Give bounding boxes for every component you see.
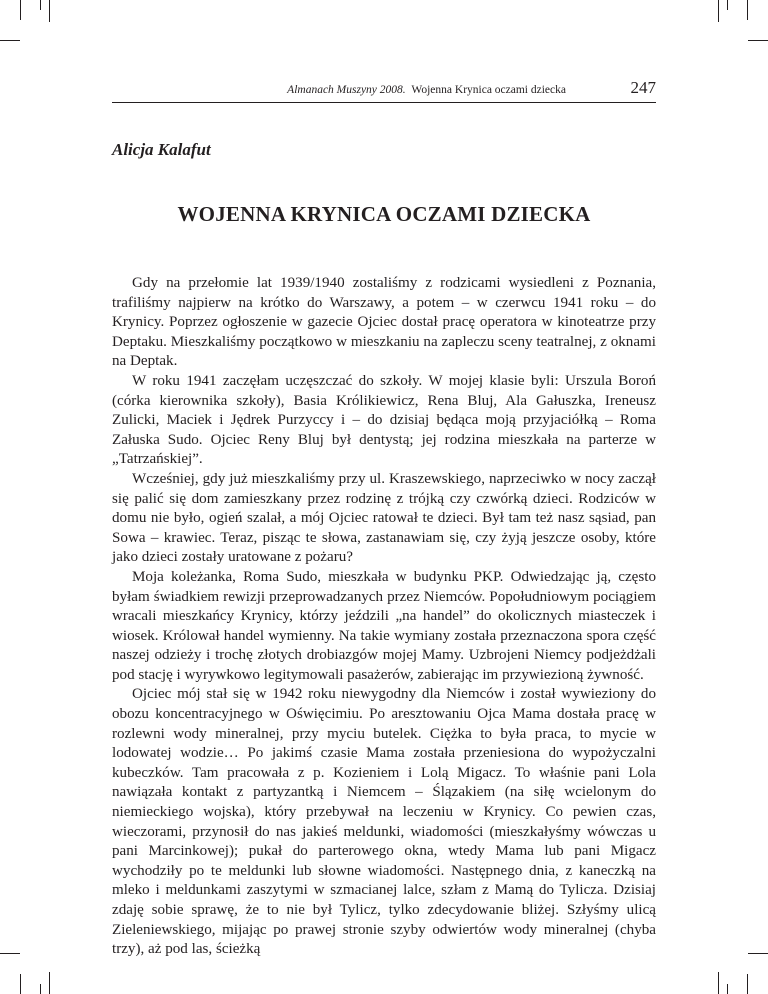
crop-mark — [40, 984, 41, 994]
page-number: 247 — [630, 78, 656, 97]
crop-mark — [40, 0, 41, 10]
crop-mark — [20, 974, 21, 994]
article-body — [112, 274, 656, 960]
paragraph: Moja koleżanka, Roma Sudo, mieszkała w budynku PKP. Odwiedzając ją, często byłam świadkiem rewizji przeprowadzanych przez Niemców. Popołudniowym pociągiem wracali mieszkańcy Krynicy, którzy jeździli „na handel” do okolicznych miasteczek i wiosek. Królował handel wymienny. Na takie wymiany została przeznaczona spora część naszej odzieży i trochę złotych drobiazgów mojej Mamy. Uzbrojeni Niemcy podjeżdżali pod stację i wyrywkowo legitymowali pasażerów, zabierając im przywiezioną żywność. — [112, 568, 656, 683]
crop-mark — [727, 0, 728, 10]
article-title: WOJENNA KRYNICA OCZAMI DZIECKA — [177, 202, 591, 226]
page-header — [112, 78, 656, 102]
paragraph: Wcześniej, gdy już mieszkaliśmy przy ul. Kraszewskiego, naprzeciwko w nocy zaczął się palić się dom zamieszkany przez rodzinę z trójką czy czwórką dzieci. Rodziców w domu nie było, ogień szalał, a mój Ojciec ratował te dzieci. Był tam też nasz sąsiad, pan Sowa – krawiec. Teraz, pisząc te słowa, zastanawiam się, czy żyją jeszcze osoby, które jako dzieci zostały uratowane z pożaru? — [112, 470, 656, 566]
crop-mark — [747, 974, 748, 994]
crop-mark — [727, 984, 728, 994]
crop-mark — [747, 0, 748, 20]
crop-mark — [718, 0, 719, 22]
crop-mark — [718, 972, 719, 994]
paragraph: W roku 1941 zaczęłam uczęszczać do szkoły. W mojej klasie byli: Urszula Boroń (córka kierownika szkoły), Basia Królikiewicz, Rena Bluj, Ala Gałuszka, Ireneusz Zulicki, Maciek i Jędrek Purzyccy i – do dzisiaj będąca moją przyjaciółką – Roma Załuska Sudo. Ojciec Reny Bluj był dentystą; jej rodzina mieszkała na parterze w „Tatrzańskiej”. — [112, 372, 656, 468]
crop-mark — [748, 40, 768, 41]
running-head — [287, 84, 566, 96]
crop-mark — [0, 953, 20, 954]
crop-mark — [748, 953, 768, 954]
journal-name: Almanach Muszyny 2008. — [287, 84, 406, 96]
crop-mark — [20, 0, 21, 20]
crop-mark — [49, 0, 50, 22]
author-name: Alicja Kalafut — [112, 140, 211, 159]
running-title: Wojenna Krynica oczami dziecka — [411, 84, 566, 96]
crop-mark — [49, 972, 50, 994]
header-rule — [112, 102, 656, 103]
paragraph: Gdy na przełomie lat 1939/1940 zostaliśmy z rodzicami wysiedleni z Poznania, trafiliśmy najpierw na krótko do Warszawy, a potem – w czerwcu 1941 roku – do Krynicy. Poprzez ogłoszenie w gazecie Ojciec dostał pracę operatora w kinoteatrze przy Deptaku. Mieszkaliśmy początkowo w mieszkaniu na zapleczu sceny teatralnej, z oknami na Deptak. — [112, 275, 656, 370]
crop-mark — [0, 40, 20, 41]
paragraph: Ojciec mój stał się w 1942 roku niewygodny dla Niemców i został wywieziony do obozu koncentracyjnego w Oświęcimiu. Po aresztowaniu Ojca Mama dostała pracę w rozlewni wody mineralnej, przy myciu butelek. Ciężka to była praca, to mycie w lodowatej wodzie… Po jakimś czasie Mama została przeniesiona do wypożyczalni kubeczków. Tam pracowała z p. Kozieniem i Lolą Migacz. To właśnie pani Lola nawiązała kontakt z partyzantką i Niemcem – Ślązakiem (na siłę wcielonym do niemieckiego wojska), który przebywał na leczeniu w Krynicy. Co pewien czas, wieczorami, przynosił do nas jakieś meldunki, wiadomości (mieszkałyśmy wówczas u pani Marcinkowej); pukał do parterowego okna, wtedy Mama lub pani Migacz wychodziły po te meldunki lub słowne wiadomości. Następnego dnia, z kaneczką na mleko i meldunkami zaszytymi w szmacianej lalce, szłam z Mamą do Tylicza. Dzisiaj zdaję sobie sprawę, że to nie był Tylicz, tylko zdecydowanie bliżej. Szłyśmy ulicą Zieleniewskiego, mijając po prawej stronie szyby odwiertów wody mineralnej (chyba trzy), aż pod las, ścieżką — [112, 686, 656, 958]
